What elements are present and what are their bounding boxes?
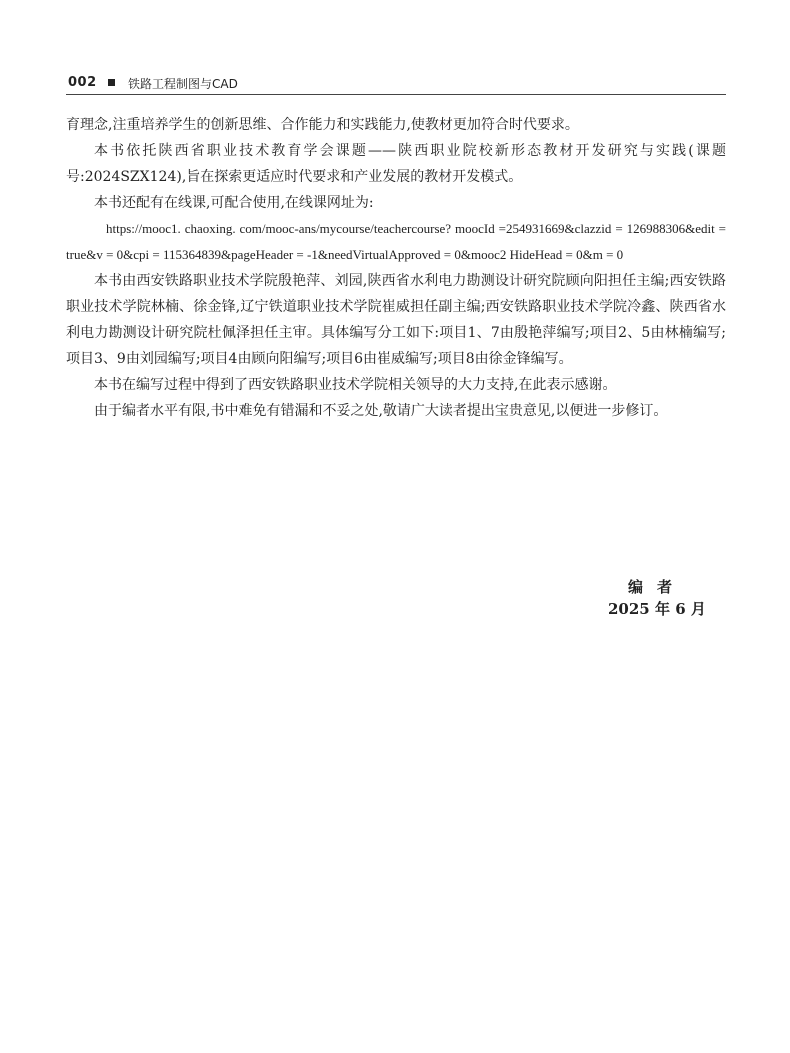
book-title: 铁路工程制图与CAD [128,77,238,91]
paragraph-online-course: 本书还配有在线课,可配合使用,在线课网址为: [94,195,374,211]
running-header [66,72,726,95]
preface-body [66,112,726,424]
online-course-url[interactable]: https://mooc1. chaoxing. com/mooc-ans/mycourse/teachercourse? moocId =254931669&clazzid = 126988306&edit = true&v = 0&cpi = 115364839&pageHeader = -1&needVirtualApproved = 0&mooc2 HideHead = 0&m = 0 [66,221,726,262]
signature-date: 2025 年 6 月 [608,600,706,618]
square-bullet-icon [108,79,115,86]
paragraph-acknowledgement: 本书在编写过程中得到了西安铁路职业技术学院相关领导的大力支持,在此表示感谢。 [94,377,617,393]
paragraph-feedback: 由于编者水平有限,书中难免有错漏和不妥之处,敬请广大读者提出宝贵意见,以便进一步修订。 [94,403,668,419]
paragraph-research-project: 本书依托陕西省职业技术教育学会课题——陕西职业院校新形态教材开发研究与实践(课题号:2024SZX124),旨在探索更适应时代要求和产业发展的教材开发模式。 [66,143,726,185]
editor-label: 编者 [628,578,687,596]
page-number: 002 [68,75,97,90]
paragraph-continued: 育理念,注重培养学生的创新思维、合作能力和实践能力,使教材更加符合时代要求。 [66,117,579,133]
paragraph-authors: 本书由西安铁路职业技术学院殷艳萍、刘园,陕西省水利电力勘测设计研究院顾向阳担任主编;西安铁路职业技术学院林楠、徐金锋,辽宁铁道职业技术学院崔威担任副主编;西安铁路职业技术学院冷鑫、陕西省水利电力勘测设计研究院杜佩泽担任主审。具体编写分工如下:项目1、7由殷艳萍编写;项目2、5由林楠编写;项目3、9由刘园编写;项目4由顾向阳编写;项目6由崔威编写;项目8由徐金锋编写。 [66,273,726,367]
